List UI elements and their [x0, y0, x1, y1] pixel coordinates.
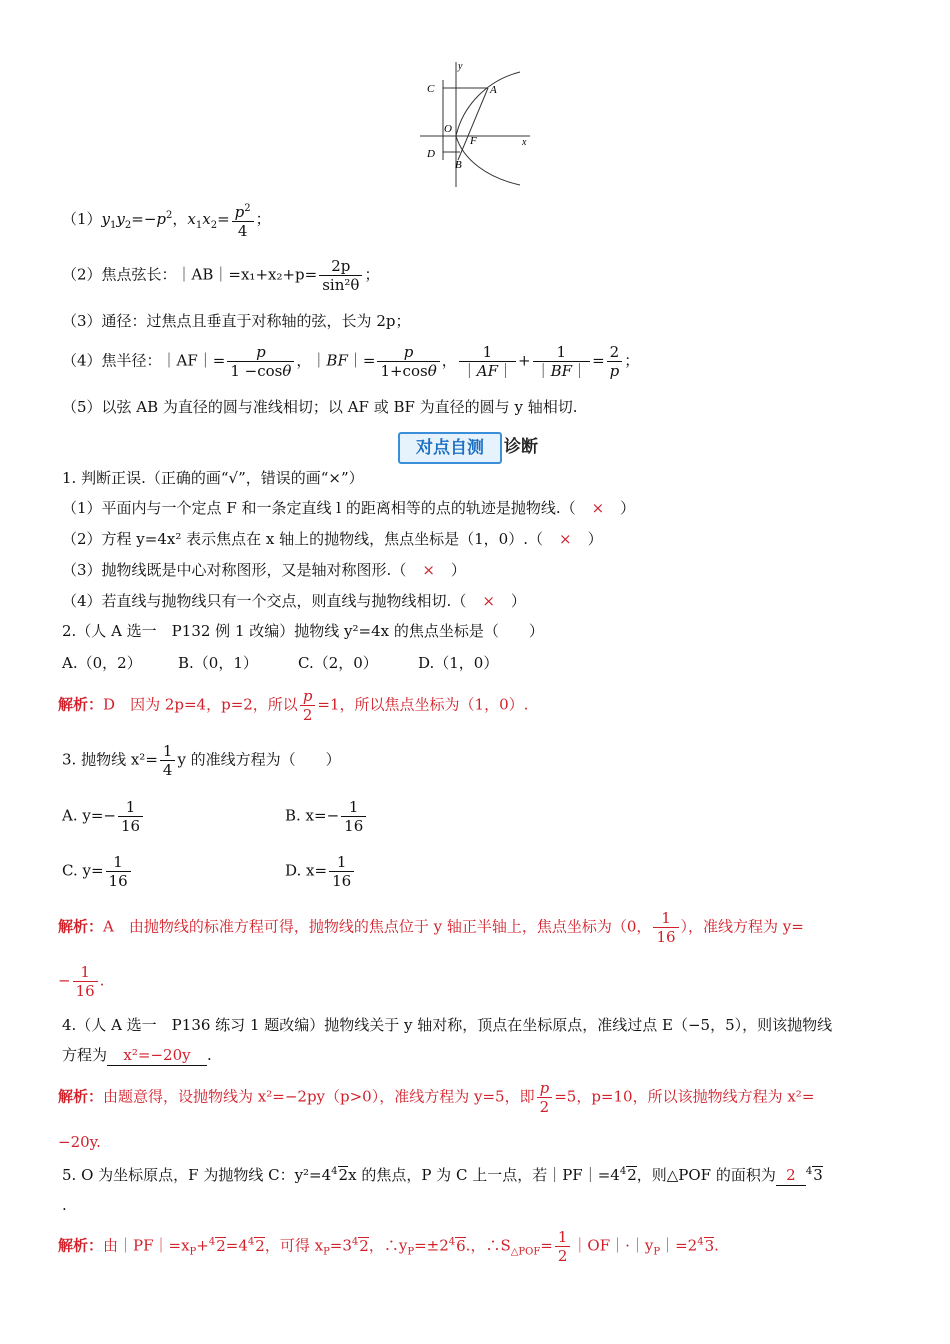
q1-stem: 1. 判断正误.（正确的画“√”，错误的画“×”）: [62, 469, 364, 487]
q5-answer-blank: 2: [776, 1165, 806, 1186]
q4-solution: 解析：由题意得，设抛物线为 x²=−2py（p>0），准线方程为 y=5，即 $\frac{p}{2}$ =5，p=10，所以该抛物线方程为 x²=: [58, 1079, 815, 1116]
banner-left: 对点自测: [398, 432, 502, 464]
q2-stem: 2.（人 A 选一 P132 例 1 改编）抛物线 y²=4x 的焦点坐标是（ ）: [62, 622, 544, 640]
q2-option-d: D.（1，0）: [418, 654, 499, 672]
q4-answer-blank: x²=−20y: [107, 1045, 207, 1066]
prop-5: （5）以弦 AB 为直径的圆与准线相切；以 AF 或 BF 为直径的圆与 y 轴相切.: [62, 398, 578, 416]
q3-option-d: D. x= $\frac{1}{16}$: [285, 853, 356, 890]
q2-solution: 解析：D 因为 2p=4，p=2，所以 $\frac{p}{2}$ =1，所以焦点坐标为（1，0）.: [58, 687, 529, 724]
prop-2: （2）焦点弦长：｜AB｜=x₁+x₂+p= $\frac{2p}{\text{sin²θ}}$ ；: [62, 257, 380, 294]
label-x: x: [522, 137, 527, 148]
q5-period: .: [62, 1196, 67, 1214]
focal-chord: [458, 88, 488, 160]
q2-option-a: A.（0，2）: [62, 654, 142, 672]
prop-3: （3）通径：过焦点且垂直于对称轴的弦，长为 2p；: [62, 312, 411, 330]
q1-item-3: （3）抛物线既是中心对称图形，又是轴对称图形.（ × ）: [62, 561, 466, 579]
label-o: O: [444, 123, 452, 135]
q2-option-b: B.（0，1）: [178, 654, 258, 672]
label-d: D: [427, 148, 435, 160]
q3-option-c: C. y= $\frac{1}{16}$: [62, 853, 133, 890]
prop-1: $(1)y_1y_2=-p^2$，$x_1x_2=$ $\frac{p^2}{4}$ ；: [62, 203, 271, 240]
q3-solution-cont: − $\frac{1}{16}$ .: [58, 963, 105, 1000]
q1-item-1: （1）平面内与一个定点 F 和一条定直线 l 的距离相等的点的轨迹是抛物线.（ × ）: [62, 499, 636, 517]
q4-stem: 4.（人 A 选一 P136 练习 1 题改编）抛物线关于 y 轴对称，顶点在坐标原点，准线过点 E（−5，5），则该抛物线: [62, 1016, 833, 1034]
q4-stem-2: 方程为 x²=−20y .: [62, 1046, 212, 1064]
banner-right: 诊断: [504, 437, 538, 457]
q3-solution: 解析：A 由抛物线的标准方程可得，抛物线的焦点位于 y 轴正半轴上，焦点坐标为（0， $\frac{1}{16}$ ），准线方程为 y=: [58, 909, 804, 946]
parabola-figure: [418, 60, 533, 190]
label-b: B: [455, 159, 462, 171]
section-banner: [398, 432, 556, 462]
label-c: C: [427, 83, 435, 95]
q3-option-b: B. x=− $\frac{1}{16}$: [285, 798, 368, 835]
label-y: y: [458, 61, 463, 72]
label-f: F: [470, 135, 477, 147]
label-a: A: [490, 84, 497, 96]
q4-solution-cont: −20y.: [58, 1133, 101, 1151]
prop-4: （4）焦半径：｜AF｜= $\frac{p}{1 -\cos\theta}$ ，｜BF｜= $\frac{p}{1+\cos\theta}$ ， $\frac{1}{|AF|}$ + $\frac{1}{|BF|}$ = $\frac{2}{p}$ ；: [62, 343, 640, 380]
q2-option-c: C.（2，0）: [298, 654, 378, 672]
q5-solution: 解析：由$|PF|=x_P+^42=4^42$，可得 $x_P=3^42$，$\therefore y_P=\pm 2^46$.，$\therefore S_{\triangle POF}=$ $\frac{1}{2}$ $|OF|\cdot|y_P|=2^43$.: [58, 1228, 719, 1265]
q1-item-2: （2）方程 y=4x² 表示焦点在 x 轴上的抛物线，焦点坐标是（1，0）.（ × ）: [62, 530, 603, 548]
q1-item-4: （4）若直线与抛物线只有一个交点，则直线与抛物线相切.（ × ）: [62, 592, 526, 610]
q3-option-a: A. y=− $\frac{1}{16}$: [62, 798, 145, 835]
q3-stem: 3. 抛物线 x²= $\frac{1}{4}$ y 的准线方程为（ ）: [62, 742, 341, 779]
q5-stem: 5. O 为坐标原点，F 为抛物线 C：$y^2=4^42x$ 的焦点，P 为 C 上一点，若$|PF|=4^42$，则△POF 的面积为 2 $^4$3: [62, 1166, 823, 1184]
